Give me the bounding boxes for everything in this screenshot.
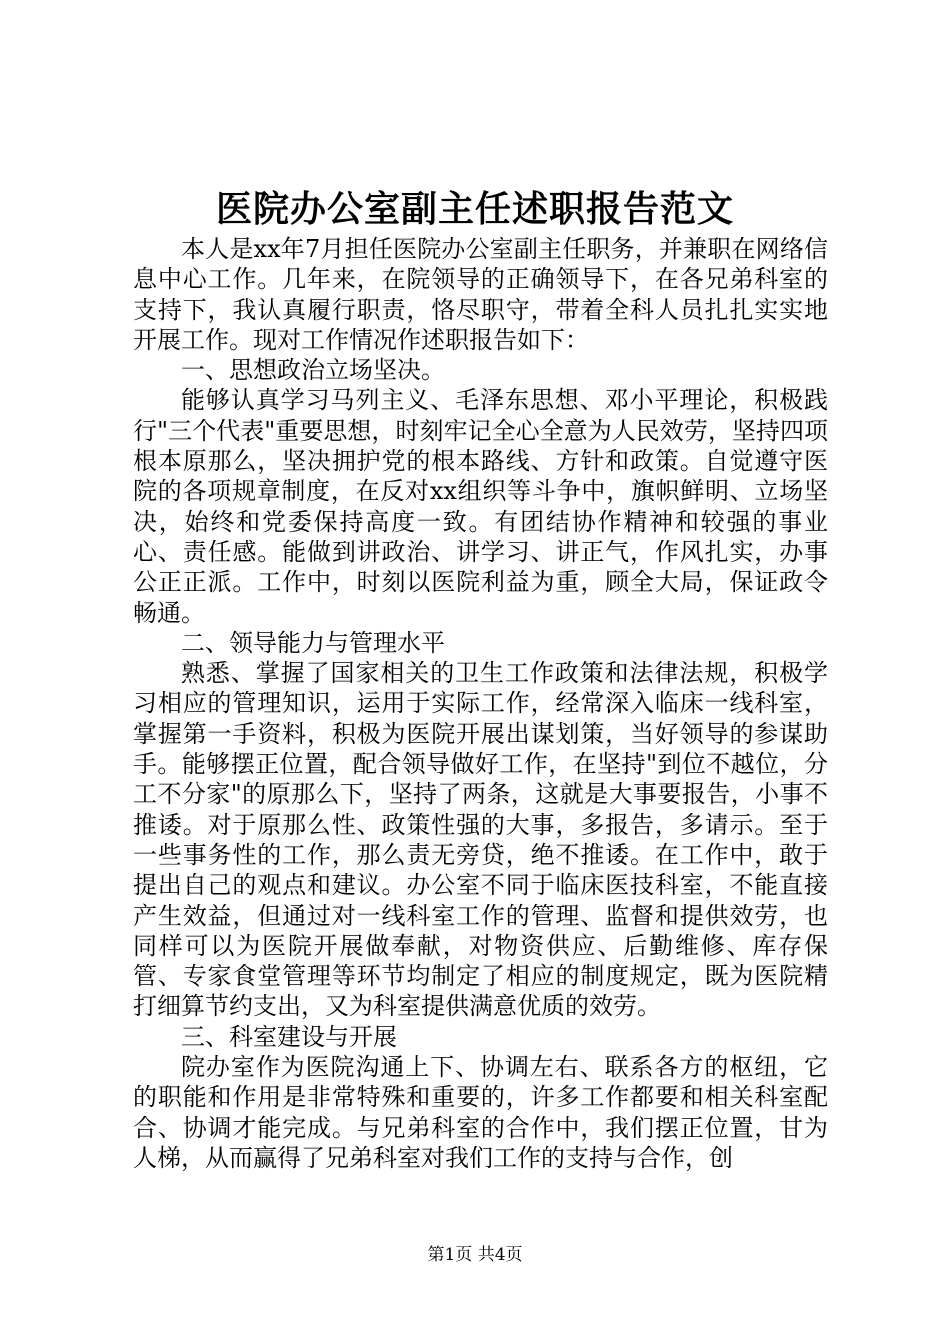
section-heading-1: 一、思想政治立场坚决。 <box>181 356 445 385</box>
paragraph-section-1: 能够认真学习马列主义、毛泽东思想、邓小平理论，积极践行"三个代表"重要思想，时刻牢记全心全意为人民效劳，坚持四项根本原那么，坚决拥护党的根本路线、方针和政策。自觉遵守医院的各项规章制度，在反对xx组织等斗争中，旗帜鲜明、立场坚决，始终和党委保持高度一致。有团结协作精神和较强的事业心、责任感。能做到讲政治、讲学习、讲正气，作风扎实，办事公正正派。工作中，时刻以医院利益为重，顾全大局，保证政令畅通。 <box>133 386 828 627</box>
section-heading-2: 二、领导能力与管理水平 <box>181 628 445 657</box>
paragraph-section-2: 熟悉、掌握了国家相关的卫生工作政策和法律法规，积极学习相应的管理知识，运用于实际工作，经常深入临床一线科室，掌握第一手资料，积极为医院开展出谋划策，当好领导的参谋助手。能够摆正位置，配合领导做好工作，在坚持"到位不越位，分工不分家"的原那么下，坚持了两条，这就是大事要报告，小事不推诿。对于原那么性、政策性强的大事，多报告，多请示。至于一些事务性的工作，那么责无旁贷，绝不推诿。在工作中，敢于提出自己的观点和建议。办公室不同于临床医技科室，不能直接产生效益，但通过对一线科室工作的管理、监督和提供效劳，也同样可以为医院开展做奉献，对物资供应、后勤维修、库存保管、专家食堂管理等环节均制定了相应的制度规定，既为医院精打细算节约支出，又为科室提供满意优质的效劳。 <box>133 659 828 1021</box>
document-title: 医院办公室副主任述职报告范文 <box>215 188 734 230</box>
document-body <box>133 234 828 1173</box>
section-heading-3: 三、科室建设与开展 <box>181 1022 397 1051</box>
paragraph-intro: 本人是xx年7月担任医院办公室副主任职务，并兼职在网络信息中心工作。几年来，在院领导的正确领导下，在各兄弟科室的支持下，我认真履行职责，恪尽职守，带着全科人员扎扎实实地开展工作。现对工作情况作述职报告如下： <box>133 235 828 354</box>
paragraph-section-3: 院办室作为医院沟通上下、协调左右、联系各方的枢纽，它的职能和作用是非常特殊和重要的，许多工作都要和相关科室配合、协调才能完成。与兄弟科室的合作中，我们摆正位置，甘为人梯，从而赢得了兄弟科室对我们工作的支持与合作，创 <box>133 1053 828 1172</box>
page-number-footer: 第1页 共4页 <box>427 1245 523 1265</box>
